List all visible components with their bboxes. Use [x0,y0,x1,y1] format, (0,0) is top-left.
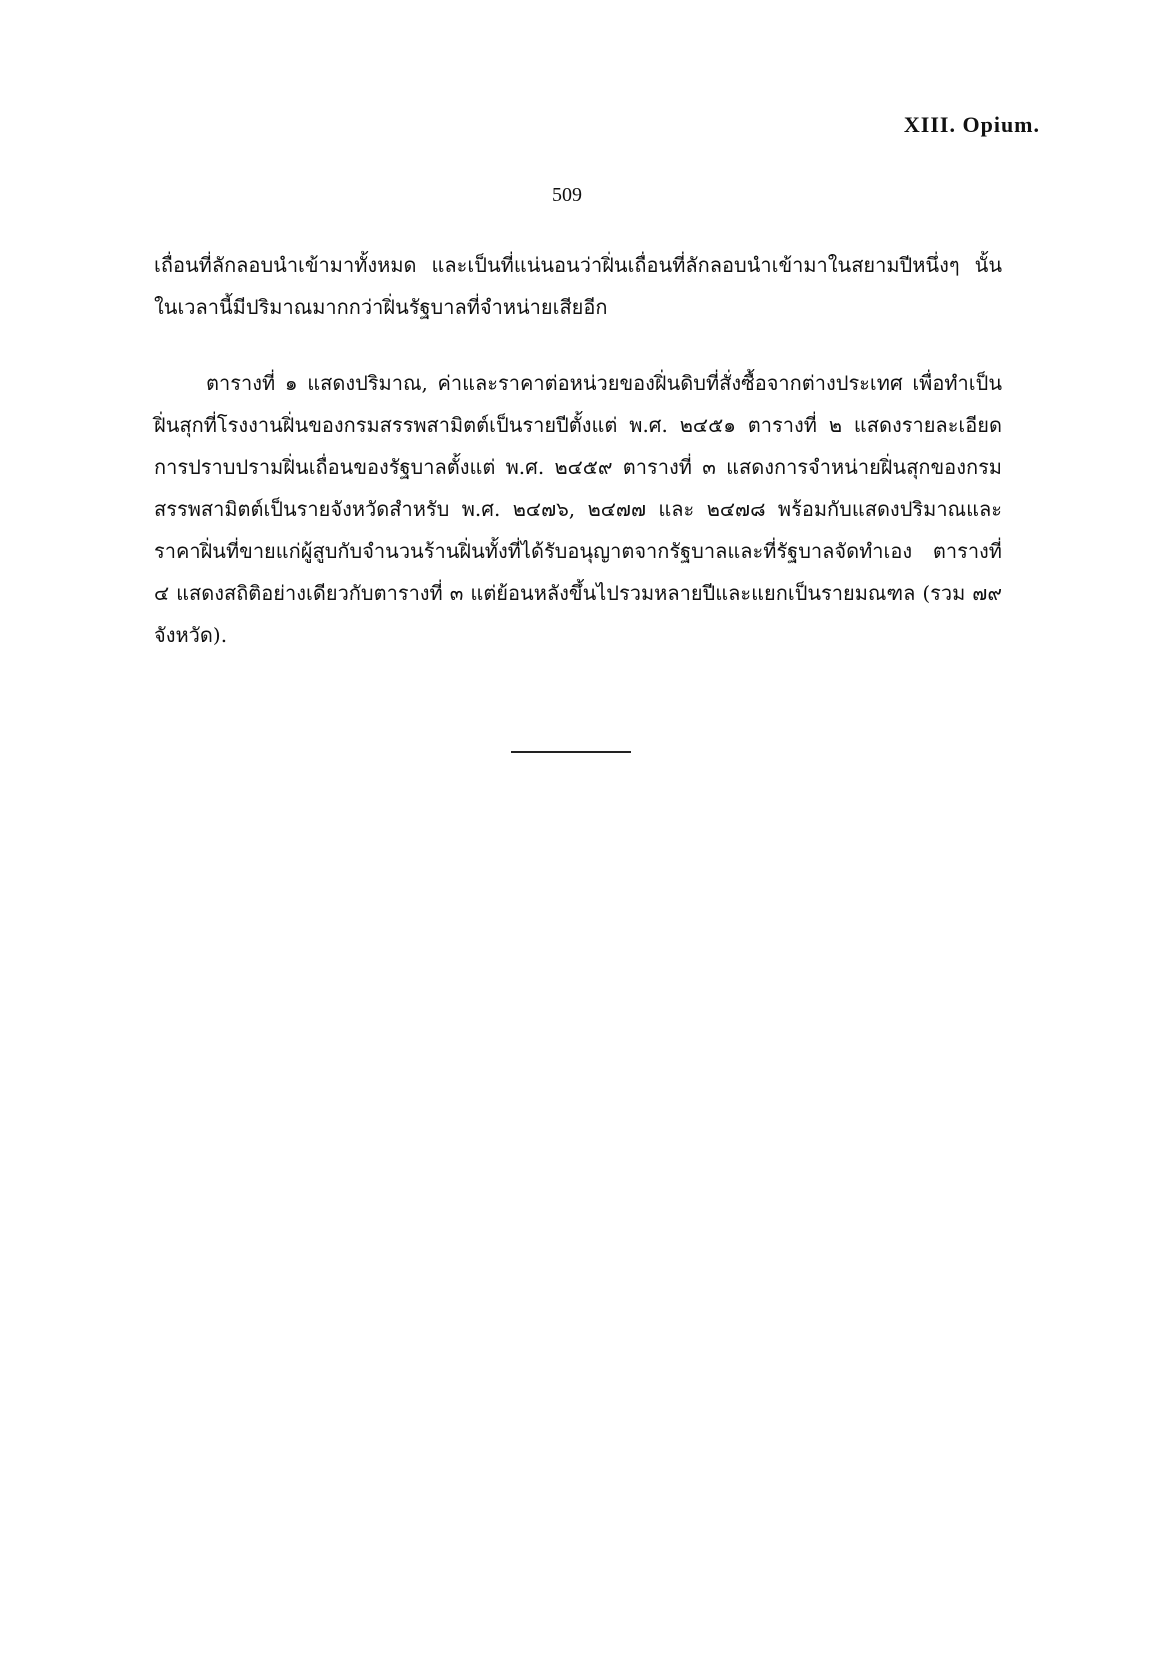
page-number: 509 [552,184,582,206]
section-end-rule [511,751,631,753]
section-title: XIII. Opium. [903,112,1040,137]
paragraph-continuation: เถื่อนที่ลักลอบนำเข้ามาทั้งหมด และเป็นที่แน่นอนว่าฝิ่นเถื่อนที่ลักลอบนำเข้ามาในสยามปีหนึ่งๆ นั้นในเวลานี้มีปริมาณมากกว่าฝิ่นรัฐบาลที่จำหน่ายเสียอีก [154,253,1002,319]
paragraph-tables-description: ตารางที่ ๑ แสดงปริมาณ, ค่าและราคาต่อหน่วยของฝิ่นดิบที่สั่งซื้อจากต่างประเทศ เพื่อทำเป็นฝิ่นสุกที่โรงงานฝิ่นของกรมสรรพสามิตต์เป็นรายปีตั้งแต่ พ.ศ. ๒๔๕๑ ตารางที่ ๒ แสดงรายละเอียดการปราบปรามฝิ่นเถื่อนของรัฐบาลตั้งแต่ พ.ศ. ๒๔๕๙ ตารางที่ ๓ แสดงการจำหน่ายฝิ่นสุกของกรมสรรพสามิตต์เป็นรายจังหวัดสำหรับ พ.ศ. ๒๔๗๖, ๒๔๗๗ และ ๒๔๗๘ พร้อมกับแสดงปริมาณและราคาฝิ่นที่ขายแก่ผู้สูบกับจำนวนร้านฝิ่นทั้งที่ได้รับอนุญาตจากรัฐบาลและที่รัฐบาลจัดทำเอง ตารางที่ ๔ แสดงสถิติอย่างเดียวกับตารางที่ ๓ แต่ย้อนหลังขึ้นไปรวมหลายปีและแยกเป็นรายมณฑล (รวม ๗๙ จังหวัด). [154,371,1002,647]
